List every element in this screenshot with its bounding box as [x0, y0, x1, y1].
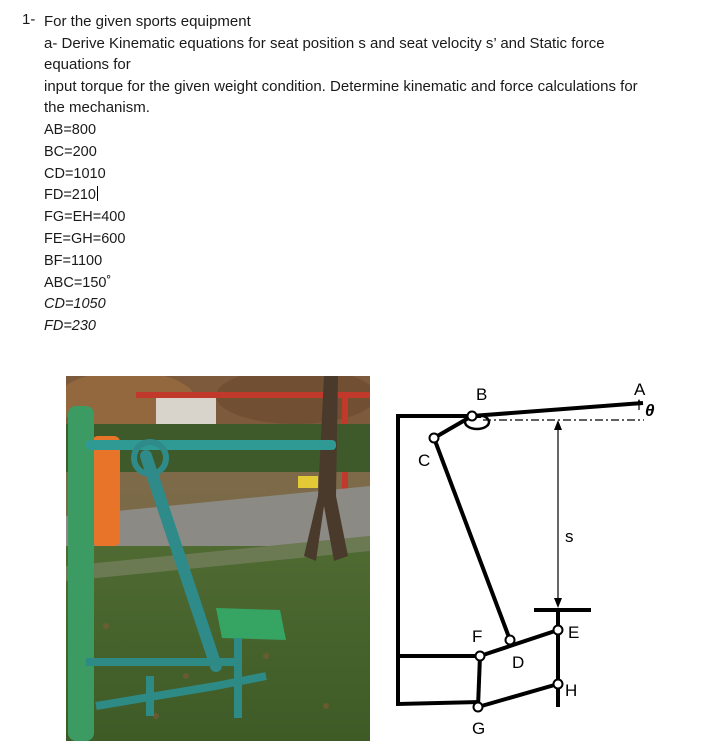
label-s: s [565, 527, 574, 546]
label-d: D [512, 653, 525, 672]
label-a: A [634, 380, 646, 399]
param-ab: AB=800 [44, 122, 97, 138]
param-abc-angle: ABC=150˚ [44, 274, 112, 291]
label-f: F [472, 627, 483, 646]
mechanism-diagram [388, 372, 688, 742]
parameter-list [44, 120, 125, 338]
param-bf: BF=1100 [44, 252, 103, 269]
text-cursor [97, 186, 98, 201]
question-line-2: a- Derive Kinematic equations for seat position s and seat velocity s’ and Static force [44, 34, 605, 52]
param-fd-alt: FD=230 [44, 318, 96, 335]
param-fd[interactable] [44, 185, 125, 207]
question-number: 1- [22, 11, 36, 28]
question-line-3: equations for [44, 56, 131, 74]
param-cd: CD=1010 [44, 165, 106, 182]
label-c: C [418, 451, 431, 470]
param-fe-gh: FE=GH=600 [44, 230, 126, 247]
label-g: G [472, 719, 486, 738]
label-e: E [568, 623, 580, 642]
label-theta: θ [645, 401, 655, 420]
param-cd-alt: CD=1050 [44, 296, 106, 313]
question-text [44, 11, 684, 119]
question-line-1: For the given sports equipment [44, 13, 251, 30]
question-line-5: the mechanism. [44, 99, 150, 117]
question-line-4: input torque for the given weight condition. Determine kinematic and force calculations for [44, 77, 638, 95]
param-fg-eh: FG=EH=400 [44, 209, 126, 226]
label-b: B [476, 385, 488, 404]
label-h: H [565, 681, 578, 700]
param-bc: BC=200 [44, 143, 97, 160]
equipment-photo [66, 376, 370, 741]
param-fd-text: FD=210 [44, 187, 96, 204]
